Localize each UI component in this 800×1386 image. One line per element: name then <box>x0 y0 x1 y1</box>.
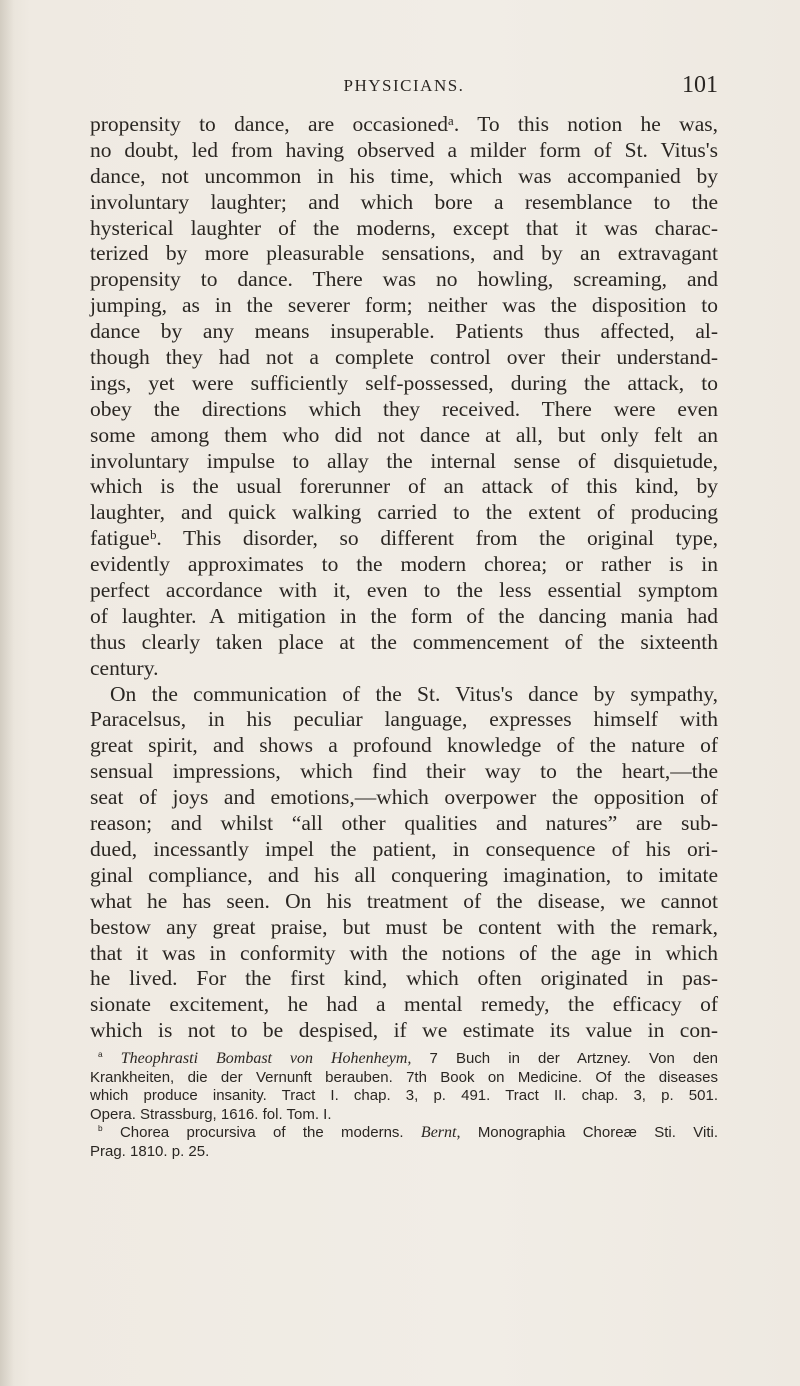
text-line: ings, yet were sufficiently self-possessed, during the attack, to <box>90 370 718 395</box>
footnote-a-line: which produce insanity. Tract I. chap. 3, p. 491. Tract II. chap. 3, p. 501. <box>90 1087 718 1104</box>
text-line: he lived. For the first kind, which often originated in pas- <box>90 966 718 991</box>
footnote-b-line: Prag. 1810. p. 25. <box>90 1142 210 1160</box>
text-line: that it was in conformity with the notions of the age in which <box>90 940 718 965</box>
gutter-shadow <box>0 0 14 1386</box>
footnote-b-text: Chorea procursiva of the moderns. <box>119 1124 404 1141</box>
running-head: PHYSICIANS. <box>343 76 465 95</box>
text-line: bestow any great praise, but must be content with the remark, <box>90 914 718 939</box>
text-line: perfect accordance with it, even to the less essential symptom <box>90 578 718 603</box>
footnote-b-title: Monographia Choreæ Sti. Viti. <box>477 1124 718 1141</box>
footnote-a-text: 7 Buch in der Artzney. Von den <box>429 1050 719 1067</box>
text-line: dance, not uncommon in his time, which was accompanied by <box>90 163 718 188</box>
footnote-a-title: Theophrasti Bombast von Hohenheym, <box>120 1050 412 1067</box>
text-line: some among them who did not dance at all, but only felt an <box>90 422 718 447</box>
text-line: hysterical laughter of the moderns, except that it was charac- <box>90 215 718 240</box>
text-line: Paracelsus, in his peculiar language, expresses himself with <box>90 707 718 732</box>
text-line: involuntary laughter; and which bore a resemblance to the <box>90 189 718 214</box>
paragraph-start-line: On the communication of the St. Vitus's dance by sympathy, <box>110 681 718 706</box>
page-header <box>90 72 718 106</box>
footnote-a <box>90 1050 718 1069</box>
footnote-b-author: Bernt, <box>420 1124 461 1141</box>
text-line: jumping, as in the severer form; neither was the disposition to <box>90 293 718 318</box>
text-line: ginal compliance, and his all conquering imagination, to imitate <box>90 862 718 887</box>
footnote-marker-b: b <box>98 1124 103 1133</box>
text-line: seat of joys and emotions,—which overpower the opposition of <box>90 785 718 810</box>
text-line: evidently approximates to the modern chorea; or rather is in <box>90 552 718 577</box>
footnote-a-line: Opera. Strassburg, 1616. fol. Tom. I. <box>90 1105 332 1123</box>
text-line: great spirit, and shows a profound knowledge of the nature of <box>90 733 718 758</box>
footnotes <box>90 1050 718 1161</box>
footnote-a-line: Krankheiten, die der Vernunft berauben. 7th Book on Medicine. Of the diseases <box>90 1068 718 1086</box>
text-line: terized by more pleasurable sensations, and by an extravagant <box>90 241 718 266</box>
text-line: reason; and whilst “all other qualities and natures” are sub- <box>90 811 718 836</box>
text-line: dance by any means insuperable. Patients thus affected, al- <box>90 319 718 344</box>
text-line: thus clearly taken place at the commencement of the sixteenth <box>90 629 718 654</box>
text-line: involuntary impulse to allay the internal sense of disquietude, <box>90 448 718 473</box>
text-line: dued, incessantly impel the patient, in consequence of his ori- <box>90 836 718 861</box>
text-line: of laughter. A mitigation in the form of the dancing mania had <box>90 603 718 628</box>
text-line: what he has seen. On his treatment of the disease, we cannot <box>90 888 718 913</box>
footnote-b <box>90 1124 718 1143</box>
text-line: fatigueᵇ. This disorder, so different from the original type, <box>90 526 718 551</box>
page-number: 101 <box>682 72 718 98</box>
text-line: propensity to dance, are occasionedᵃ. To this notion he was, <box>90 112 718 136</box>
text-line: though they had not a complete control over their understand- <box>90 345 718 370</box>
text-line: laughter, and quick walking carried to the extent of producing <box>90 500 718 525</box>
text-line: century. <box>90 655 159 680</box>
text-line: propensity to dance. There was no howling, screaming, and <box>90 267 718 292</box>
text-line: sensual impressions, which find their way to the heart,—the <box>90 759 718 784</box>
text-line: which is not to be despised, if we estimate its value in con- <box>90 1018 718 1043</box>
text-line: obey the directions which they received. There were even <box>90 396 718 421</box>
body-text <box>90 112 718 1044</box>
text-line: which is the usual forerunner of an attack of this kind, by <box>90 474 718 499</box>
text-line: no doubt, led from having observed a milder form of St. Vitus's <box>90 137 718 162</box>
text-line: sionate excitement, he had a mental remedy, the efficacy of <box>90 992 718 1017</box>
footnote-marker-a: a <box>98 1050 103 1059</box>
